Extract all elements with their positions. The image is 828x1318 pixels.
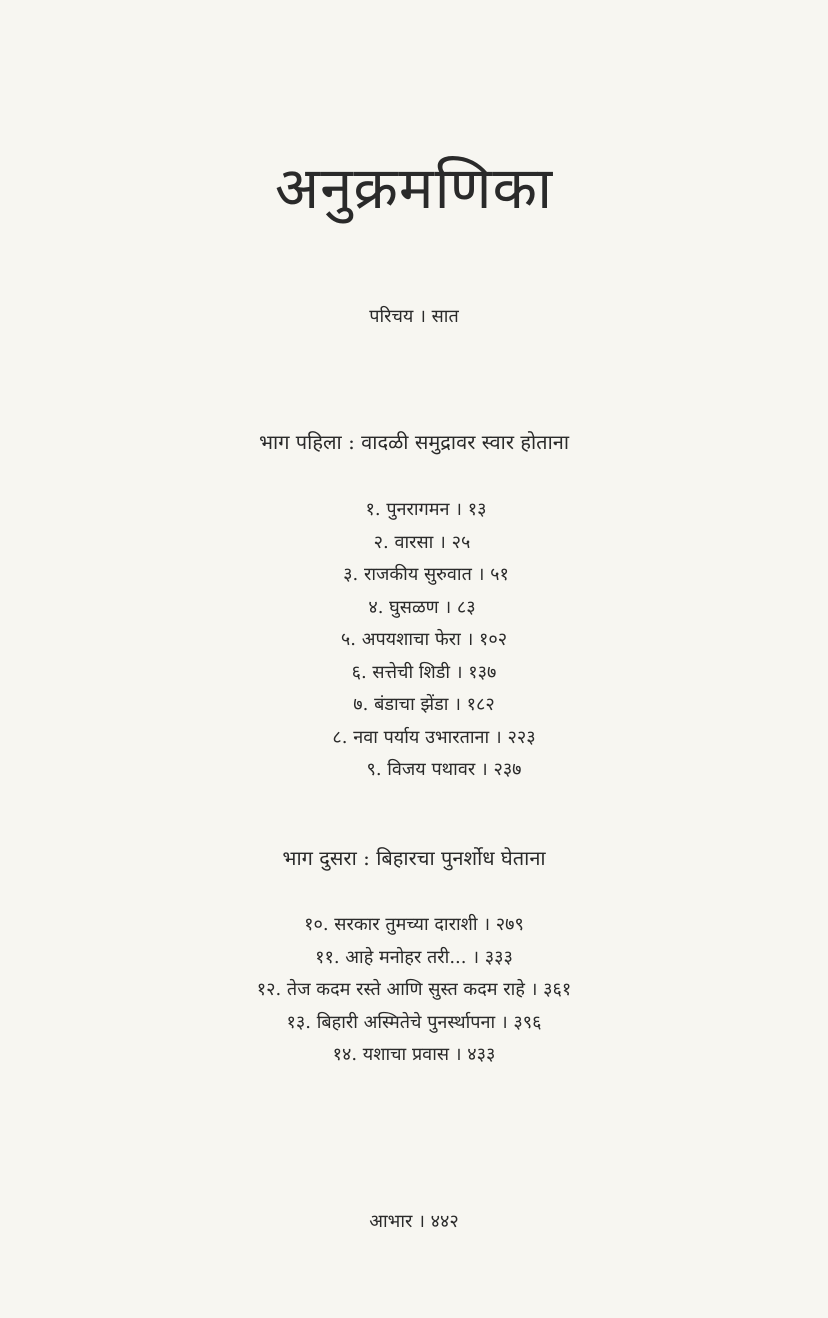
toc-entry: ९. विजय पथावर । २३७ xyxy=(366,759,522,780)
toc-entry: ३. राजकीय सुरुवात । ५१ xyxy=(343,564,509,585)
toc-entry: ७. बंडाचा झेंडा । १८२ xyxy=(353,694,495,715)
toc-entry: १३. बिहारी अस्मितेचे पुनर्स्थापना । ३९६ xyxy=(286,1011,542,1033)
toc-entry: ५. अपयशाचा फेरा । १०२ xyxy=(340,629,508,650)
page-title: अनुक्रमणिका xyxy=(274,154,554,222)
toc-entry: १०. सरकार तुमच्या दाराशी । २७९ xyxy=(304,914,524,935)
part-2-heading: भाग दुसरा : बिहारचा पुनर्शोध घेताना xyxy=(282,846,546,870)
toc-entry: २. वारसा । २५ xyxy=(373,531,471,553)
toc-entry: १. पुनरागमन । १३ xyxy=(365,499,487,520)
toc-entry: ६. सत्तेची शिडी । १३७ xyxy=(351,661,497,683)
part-2-entries xyxy=(0,909,828,1072)
intro-entry: परिचय । सात xyxy=(369,306,459,327)
toc-entry: ८. नवा पर्याय उभारताना । २२३ xyxy=(332,726,536,748)
toc-entry: १२. तेज कदम रस्ते आणि सुस्त कदम राहे । ३६१ xyxy=(256,979,572,1000)
toc-entry: ११. आहे मनोहर तरी... । ३३३ xyxy=(315,946,513,968)
toc-entry: ४. घुसळण । ८३ xyxy=(368,596,476,618)
part-1-heading: भाग पहिला : वादळी समुद्रावर स्वार होताना xyxy=(258,430,570,454)
toc-entry: १४. यशाचा प्रवास । ४३३ xyxy=(332,1044,496,1065)
acknowledgement-entry: आभार । ४४२ xyxy=(369,1211,459,1232)
part-1-entries xyxy=(0,494,828,787)
